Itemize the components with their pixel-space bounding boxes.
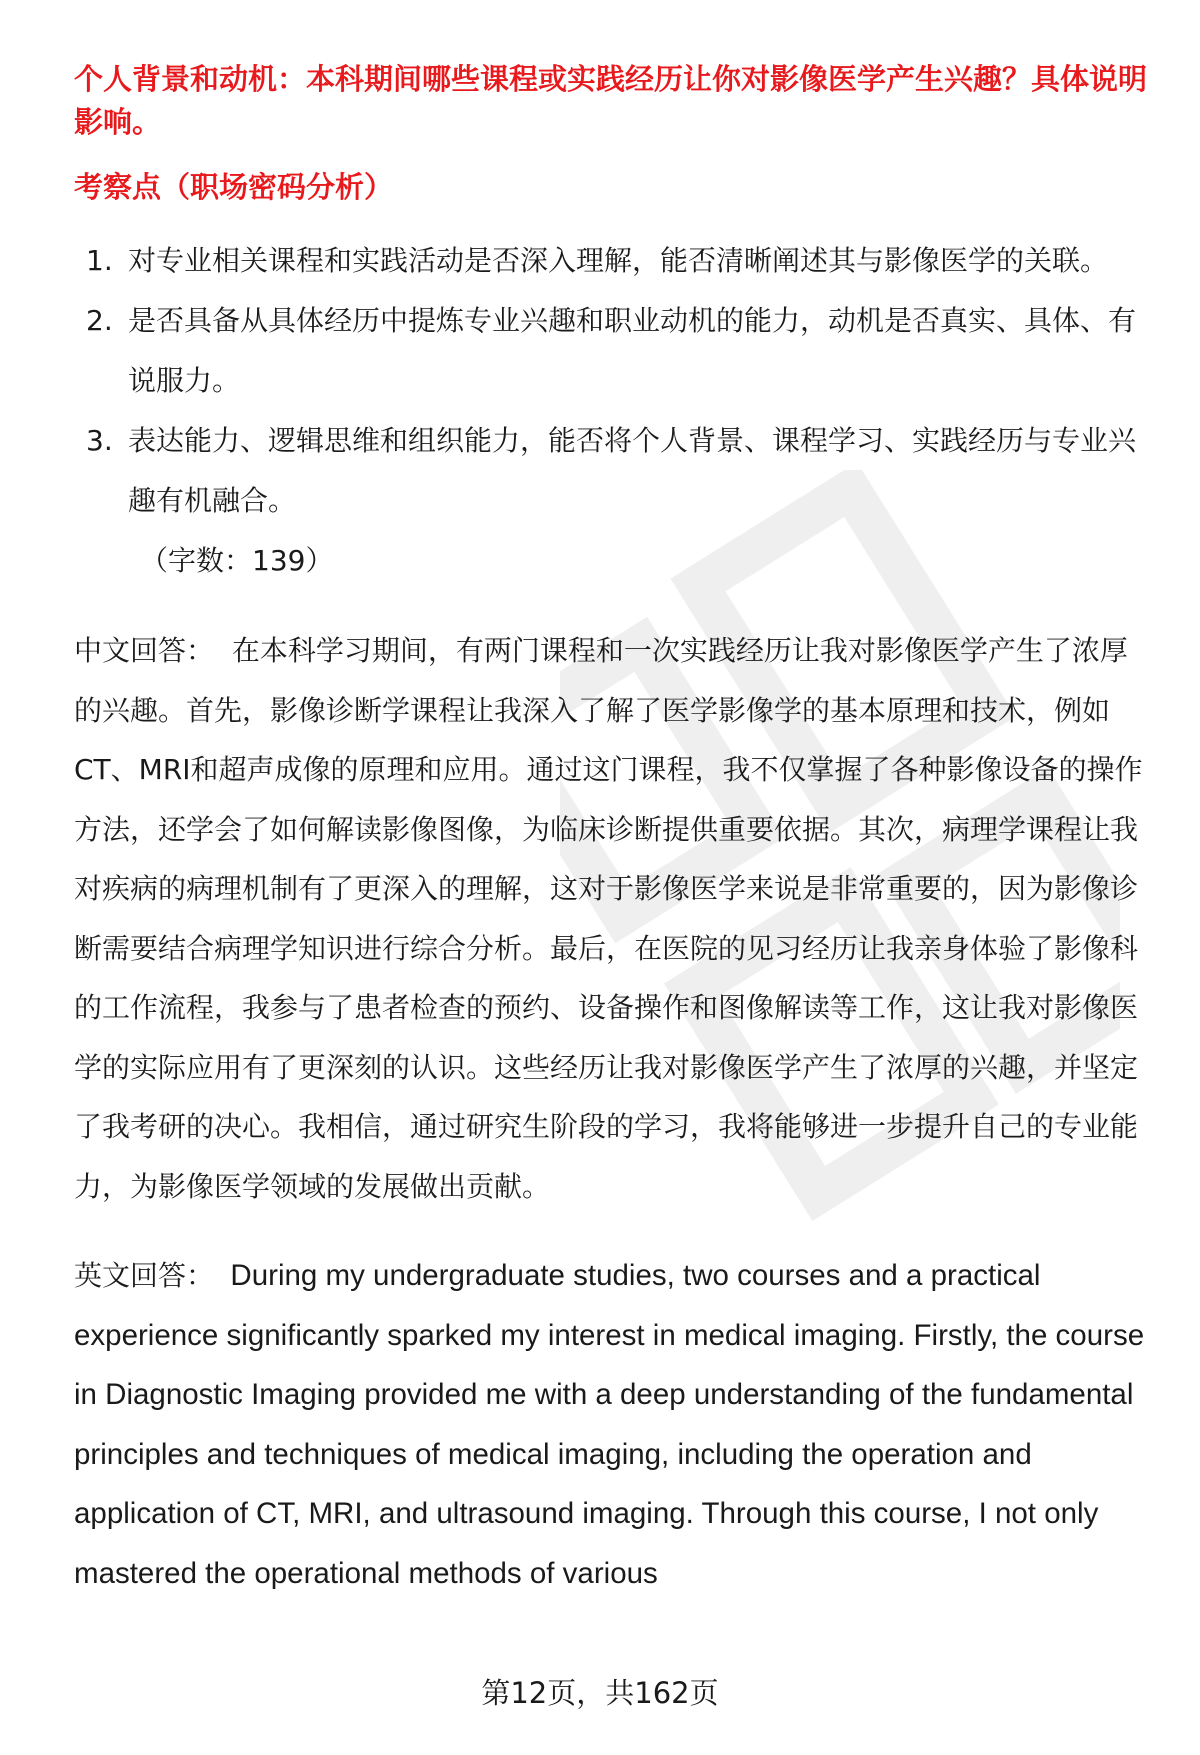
english-answer-label: 英文回答： — [74, 1259, 215, 1292]
english-answer — [74, 1246, 1154, 1603]
document-page — [74, 58, 1154, 1603]
chinese-answer-label: 中文回答： — [74, 634, 215, 667]
list-item — [74, 291, 1154, 411]
list-item-text: 是否具备从具体经历中提炼专业兴趣和职业动机的能力，动机是否真实、具体、有说服力。 — [128, 304, 1137, 397]
word-count: （字数：139） — [140, 544, 334, 577]
list-item — [74, 411, 1154, 531]
list-item-number: 3. — [86, 424, 113, 457]
question-heading: 个人背景和动机：本科期间哪些课程或实践经历让你对影像医学产生兴趣？具体说明影响。 — [74, 62, 1148, 139]
chinese-answer-text: 在本科学习期间，有两门课程和一次实践经历让我对影像医学产生了浓厚的兴趣。首先，影像诊断学课程让我深入了解了医学影像学的基本原理和技术，例如CT、MRI和超声成像的原理和应用。通过这门课程，我不仅掌握了各种影像设备的操作方法，还学会了如何解读影像图像，为临床诊断提供重要依据。其次，病理学课程让我对疾病的病理机制有了更深入的理解，这对于影像医学来说是非常重要的，因为影像诊断需要结合病理学知识进行综合分析。最后，在医院的见习经历让我亲身体验了影像科的工作流程，我参与了患者检查的预约、设备操作和图像解读等工作，这让我对影像医学的实际应用有了更深刻的认识。这些经历让我对影像医学产生了浓厚的兴趣，并坚定了我考研的决心。我相信，通过研究生阶段的学习，我将能够进一步提升自己的专业能力，为影像医学领域的发展做出贡献。 — [74, 634, 1143, 1203]
assessment-points-list — [74, 231, 1154, 531]
chinese-answer — [74, 621, 1154, 1216]
page-footer: 第12页，共162页 — [481, 1676, 719, 1710]
list-item-number: 2. — [86, 304, 113, 337]
list-item-text: 表达能力、逻辑思维和组织能力，能否将个人背景、课程学习、实践经历与专业兴趣有机融合。 — [128, 424, 1137, 517]
list-item — [74, 231, 1154, 291]
list-item-number: 1. — [86, 244, 113, 277]
section-title: 考察点（职场密码分析） — [74, 170, 394, 204]
list-item-text: 对专业相关课程和实践活动是否深入理解，能否清晰阐述其与影像医学的关联。 — [128, 244, 1109, 277]
english-answer-text: During my undergraduate studies, two courses and a practical experience significantly sparked my interest in medical imaging. Firstly, the course in Diagnostic Imaging provided me with a deep understanding of the fundamental principles and techniques of medical imaging, including the operation and application of CT, MRI, and ultrasound imaging. Through this course, I not only mastered the operational methods of various — [74, 1259, 1145, 1590]
